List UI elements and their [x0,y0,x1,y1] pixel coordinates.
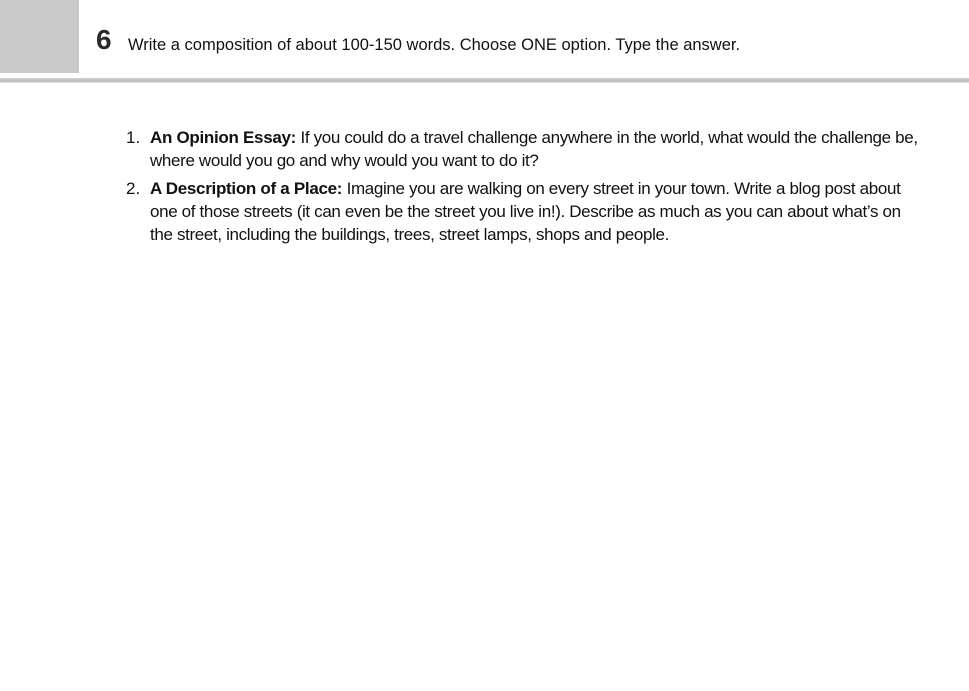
task-header [0,0,969,80]
option-text: If you could do a travel challenge anywhere in the world, what would the challenge be, where would you go and why would you want to do it? [150,128,918,170]
option-title: An Opinion Essay: [150,128,301,147]
options-list [126,126,926,251]
option-2 [126,177,926,246]
option-text: Imagine you are walking on every street in your town. Write a blog post about one of those streets (it can even be the street you live in!). Describe as much as you can about what’s on the street, including the buildings, trees, street lamps, shops and people. [150,179,901,244]
option-1 [126,126,926,172]
header-gray-block [0,0,79,73]
task-instruction: Write a composition of about 100-150 words. Choose ONE option. Type the answer. [128,36,741,54]
task-number: 6 [96,24,112,55]
option-number: 2. [126,179,141,198]
header-divider [0,78,969,83]
option-title: A Description of a Place: [150,179,347,198]
option-number: 1. [126,128,141,147]
